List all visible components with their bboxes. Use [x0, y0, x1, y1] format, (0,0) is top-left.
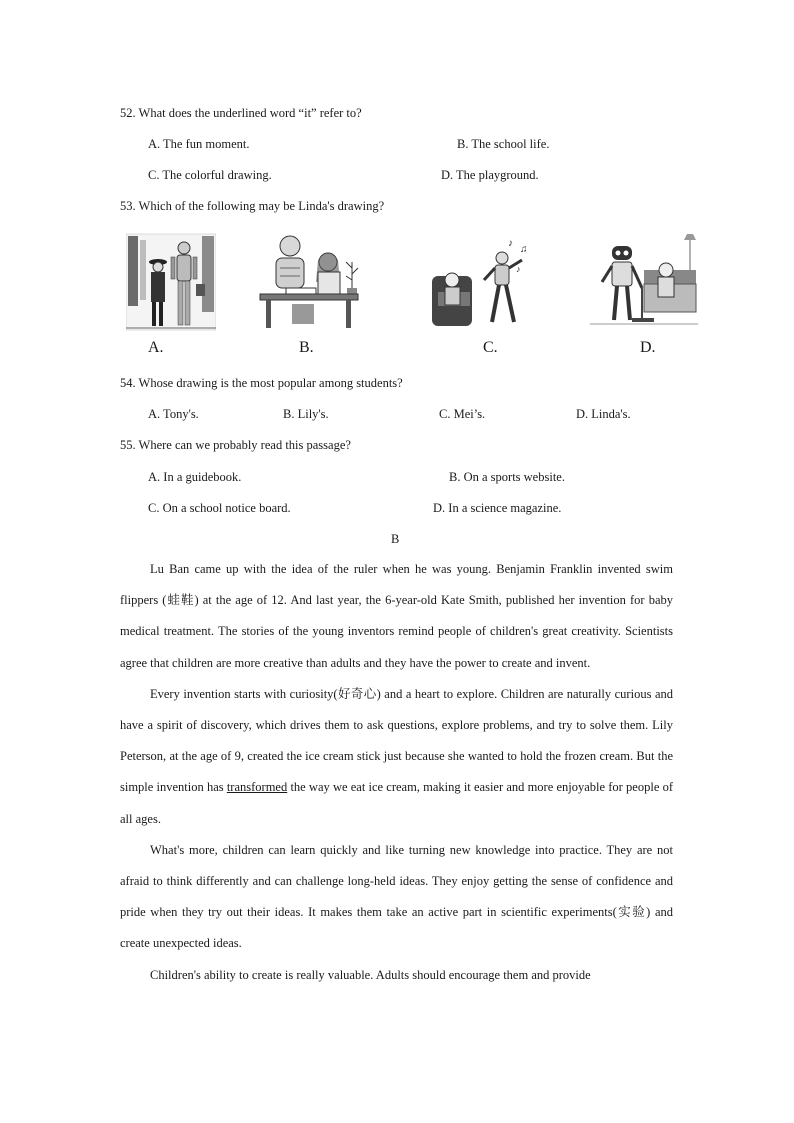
picture-c-label: C.: [483, 339, 498, 356]
paragraph-2-start: Every invention starts with curiosity(好奇心) and a heart to explore. Children are naturally curious and have a spirit of discovery, which drives them to ask questions, explore problems, and try to solve them. Lily Peterson, at the age of 9, created the ice cream stick just because she wanted to hold the frozen cream. But the simple invention has: [120, 686, 673, 795]
q54-option-c: C. Mei’s.: [439, 407, 486, 421]
q52-option-c: C. The colorful drawing.: [148, 168, 272, 182]
q54-option-b: B. Lily's.: [283, 407, 329, 421]
svg-text:♫: ♫: [520, 244, 528, 255]
paragraph-1: Lu Ban came up with the idea of the ruler when he was young. Benjamin Franklin invented swim flippers (蛙鞋) at the age of 12. And last year, the 6-year-old Kate Smith, published her invention for baby medical treatment. The stories of the young inventors remind people of children's great creativity. Scientists agree that children are more creative than adults and they have the power to create and invent.: [120, 562, 673, 670]
q52-question: 52. What does the underlined word “it” refer to?: [120, 106, 362, 120]
picture-a: [126, 232, 216, 332]
q53-question: 53. Which of the following may be Linda's drawing?: [120, 199, 385, 213]
svg-text:♪: ♪: [508, 238, 513, 249]
q54-question: 54. Whose drawing is the most popular among students?: [120, 376, 403, 390]
q54-option-a: A. Tony's.: [148, 407, 199, 421]
paragraph-3: What's more, children can learn quickly and like turning new knowledge into practice. They are not afraid to think differently and can challenge long-held ideas. They enjoy getting the sense of confidence and pride when they try out their ideas. It makes them take an active part in scientific experiments(实验) and create unexpected ideas.: [120, 842, 673, 951]
q55-option-a: A. In a guidebook.: [148, 470, 242, 484]
picture-d-label: D.: [640, 339, 656, 356]
paragraph-2: [120, 679, 673, 835]
q52-option-a: A. The fun moment.: [148, 137, 250, 151]
picture-a-label: A.: [148, 339, 164, 356]
picture-b-label: B.: [299, 339, 314, 356]
svg-text:♪: ♪: [516, 264, 521, 274]
q55-option-d: D. In a science magazine.: [433, 501, 562, 515]
section-heading: B: [391, 532, 400, 546]
underlined-word-transformed: transformed: [226, 780, 288, 795]
q55-question: 55. Where can we probably read this passage?: [120, 438, 351, 452]
picture-b: [256, 232, 362, 332]
q52-option-d: D. The playground.: [441, 168, 539, 182]
q55-option-c: C. On a school notice board.: [148, 501, 291, 515]
picture-c: [428, 232, 534, 332]
picture-d: [590, 232, 698, 332]
passage: [120, 554, 673, 991]
paragraph-4: Children's ability to create is really valuable. Adults should encourage them and provide: [150, 967, 591, 982]
q54-option-d: D. Linda's.: [576, 407, 631, 421]
q52-option-b: B. The school life.: [457, 137, 550, 151]
paragraph-2-end: the way we eat ice cream, making it easier and more enjoyable for people of all ages.: [120, 780, 673, 826]
q55-option-b: B. On a sports website.: [449, 470, 565, 484]
